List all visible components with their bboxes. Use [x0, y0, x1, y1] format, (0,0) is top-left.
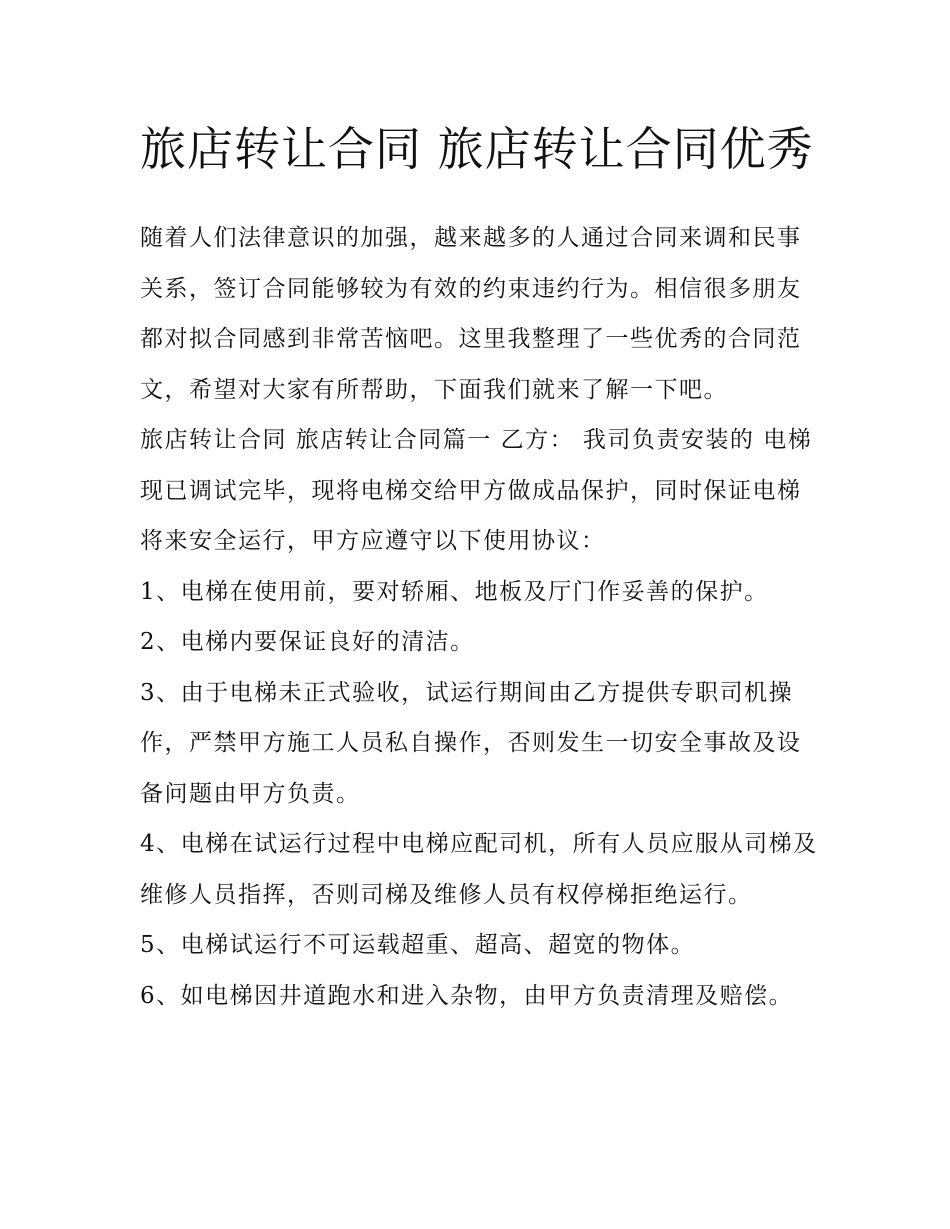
document-title: 旅店转让合同 旅店转让合同优秀	[140, 122, 814, 176]
intro-paragraph: 随着人们法律意识的加强，越来越多的人通过合同来调和民事关系，签订合同能够较为有效的约束违约行为。相信很多朋友都对拟合同感到非常苦恼吧。这里我整理了一些优秀的合同范文，希望对大家有所帮助，下面我们就来了解一下吧。	[140, 225, 802, 403]
clause-2: 2、电梯内要保证良好的清洁。	[140, 629, 475, 655]
contract-preamble-paragraph: 旅店转让合同 旅店转让合同篇一 乙方： 我司负责安装的 电梯现已调试完毕，现将电梯交给甲方做成品保护，同时保证电梯将来安全运行，甲方应遵守以下使用协议：	[140, 427, 813, 554]
document-page	[140, 112, 820, 1021]
clause-5: 5、电梯试运行不可运载超重、超高、超宽的物体。	[140, 932, 696, 958]
document-body	[140, 213, 820, 1021]
clause-1: 1、电梯在使用前，要对轿厢、地板及厅门作妥善的保护。	[140, 578, 769, 605]
clause-4: 4、电梯在试运行过程中电梯应配司机，所有人员应服从司梯及维修人员指挥，否则司梯及维修人员有权停梯拒绝运行。	[140, 831, 818, 908]
clause-3: 3、由于电梯未正式验收，试运行期间由乙方提供专职司机操作，严禁甲方施工人员私自操作，否则发生一切安全事故及设备问题由甲方负责。	[140, 679, 802, 807]
clause-6: 6、如电梯因井道跑水和进入杂物，由甲方负责清理及赔偿。	[140, 982, 794, 1009]
